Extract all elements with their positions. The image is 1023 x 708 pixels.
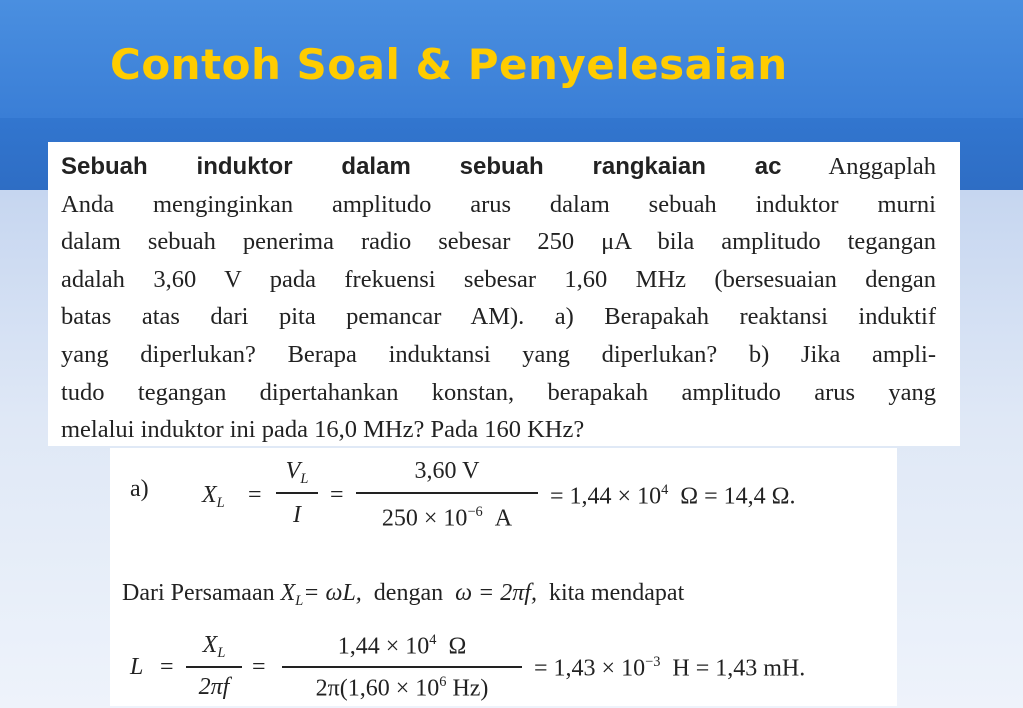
eq1-frac1-numerator: $V_L$ xyxy=(285,458,309,488)
eq2-lhs: L xyxy=(130,654,144,680)
problem-line-8: melalui induktor ini pada 16,0 MHz? Pada 160 KHz? xyxy=(61,416,585,444)
problem-line-4: adalah 3,60 V pada frekuensi sebesar 1,60 MHz (bersesuaian dengan xyxy=(61,265,936,293)
eq2-frac2-denominator: $2\pi(1,60 \times 10^6$ Hz) xyxy=(315,674,489,702)
eq2-frac1-bar xyxy=(186,666,242,668)
problem-line-1 xyxy=(61,148,936,186)
eq1-frac1-denominator: I xyxy=(293,502,301,528)
eq1-frac2-numerator: 3,60 V xyxy=(414,458,480,484)
eq1-frac1-bar xyxy=(276,492,318,494)
problem-line-1-rest: Anggaplah xyxy=(828,153,936,180)
eq2-frac1-denominator: 2πf xyxy=(198,674,230,700)
eq2-frac2-numerator: $1,44 \times 10^4$ Ω xyxy=(337,632,467,660)
solution-sentence: Dari Persamaan $X_L= \omega L$, dengan ω = 2πf, kita mendapat xyxy=(122,580,685,610)
solution-box xyxy=(110,448,897,706)
eq1-frac2-bar xyxy=(356,492,538,494)
problem-statement xyxy=(48,142,960,446)
eq2-result: = $1,43 \times 10^{-3}$ H = 1,43 mH. xyxy=(534,654,806,682)
part-label: a) xyxy=(130,476,149,502)
eq1-result: = $1,44 \times 10^4$ Ω = 14,4 Ω. xyxy=(550,482,796,510)
eq1-lhs: $X_L$ xyxy=(202,482,225,512)
problem-line-3: dalam sebuah penerima radio sebesar 250 μA bila amplitudo tegangan xyxy=(61,228,936,256)
problem-line-2: Anda menginginkan amplitudo arus dalam sebuah induktor murni xyxy=(61,190,936,218)
slide-title: Contoh Soal & Penyelesaian xyxy=(110,40,788,89)
eq2-equals-2: = xyxy=(252,654,266,680)
problem-line-6: yang diperlukan? Berapa induktansi yang diperlukan? b) Jika ampli- xyxy=(61,340,936,368)
problem-line-7: tudo tegangan dipertahankan konstan, berapakah amplitudo arus yang xyxy=(61,378,936,406)
eq2-frac1-numerator: $X_L$ xyxy=(202,632,226,662)
problem-heading: Sebuah induktor dalam sebuah rangkaian ac xyxy=(61,153,782,180)
eq1-frac2-denominator: $250 \times 10^{-6}$ A xyxy=(381,504,513,532)
eq1-equals-2: = xyxy=(330,482,344,508)
eq1-equals-1: = xyxy=(248,482,262,508)
eq2-equals-1: = xyxy=(160,654,174,680)
problem-line-5: batas atas dari pita pemancar AM). a) Berapakah reaktansi induktif xyxy=(61,303,936,331)
eq2-frac2-bar xyxy=(282,666,522,668)
